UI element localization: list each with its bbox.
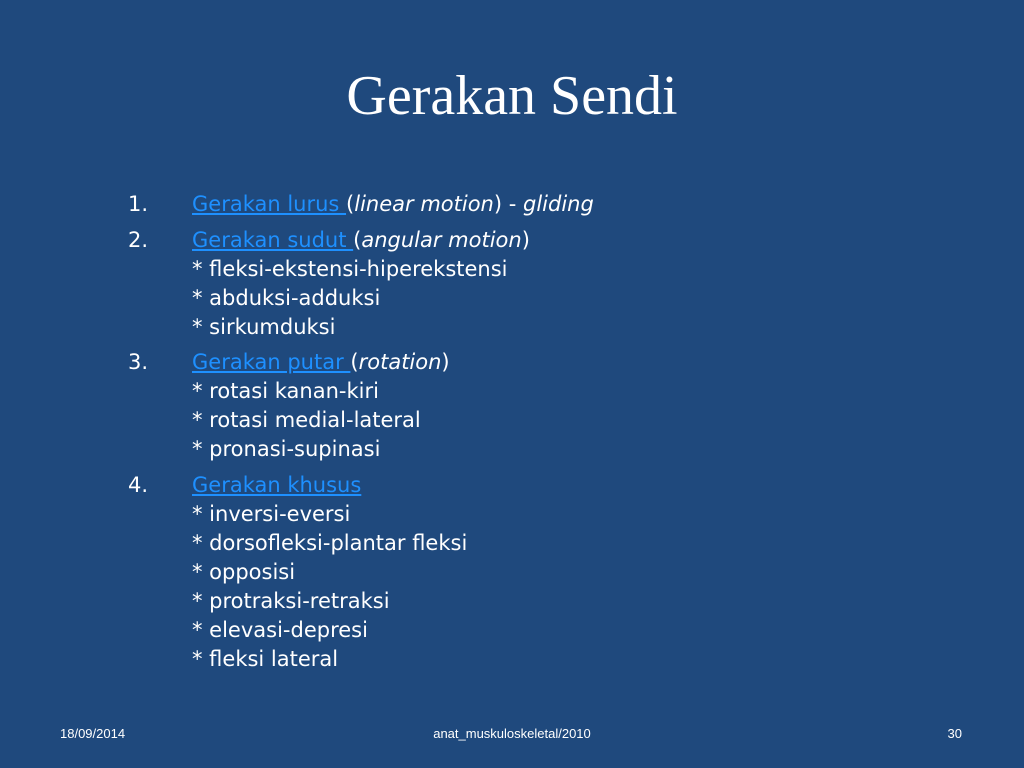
subitem: * protraksi-retraksi	[192, 589, 390, 613]
paren-close: )	[441, 350, 450, 374]
slide-title: Gerakan Sendi	[346, 65, 678, 127]
paren-close: )	[521, 228, 530, 252]
item-number: 1.	[128, 192, 149, 216]
paren-open: (	[350, 350, 359, 374]
item-term-italic: rotation	[358, 350, 442, 374]
page-number: 30	[947, 726, 962, 741]
footer-source: anat_muskuloskeletal/2010	[433, 726, 591, 741]
link-gerakan-khusus[interactable]: Gerakan khusus	[192, 473, 362, 497]
subitem: * dorsofleksi-plantar fleksi	[192, 531, 468, 555]
subitem: * rotasi medial-lateral	[192, 408, 421, 432]
item-number: 4.	[128, 473, 149, 497]
subitem: * fleksi lateral	[192, 647, 339, 671]
subitem: * sirkumduksi	[192, 315, 336, 339]
link-gerakan-sudut[interactable]: Gerakan sudut	[192, 228, 354, 252]
link-gerakan-lurus[interactable]: Gerakan lurus	[192, 192, 347, 216]
link-gerakan-putar[interactable]: Gerakan putar	[192, 350, 351, 374]
subitem: * fleksi-ekstensi-hiperekstensi	[192, 257, 508, 281]
subitem: * opposisi	[192, 560, 296, 584]
item-term-italic: angular motion	[361, 228, 522, 252]
item-term-italic: linear motion	[354, 192, 494, 216]
footer-date: 18/09/2014	[60, 726, 126, 741]
item-number: 2.	[128, 228, 149, 252]
subitem: * elevasi-depresi	[192, 618, 368, 642]
subitem: * rotasi kanan-kiri	[192, 379, 379, 403]
subitem: * pronasi-supinasi	[192, 437, 381, 461]
item-term-italic-2: gliding	[522, 192, 594, 216]
item-number: 3.	[128, 350, 149, 374]
subitem: * abduksi-adduksi	[192, 286, 381, 310]
paren-close: ) -	[493, 192, 523, 216]
paren-open: (	[346, 192, 355, 216]
subitem: * inversi-eversi	[192, 502, 351, 526]
paren-open: (	[353, 228, 362, 252]
